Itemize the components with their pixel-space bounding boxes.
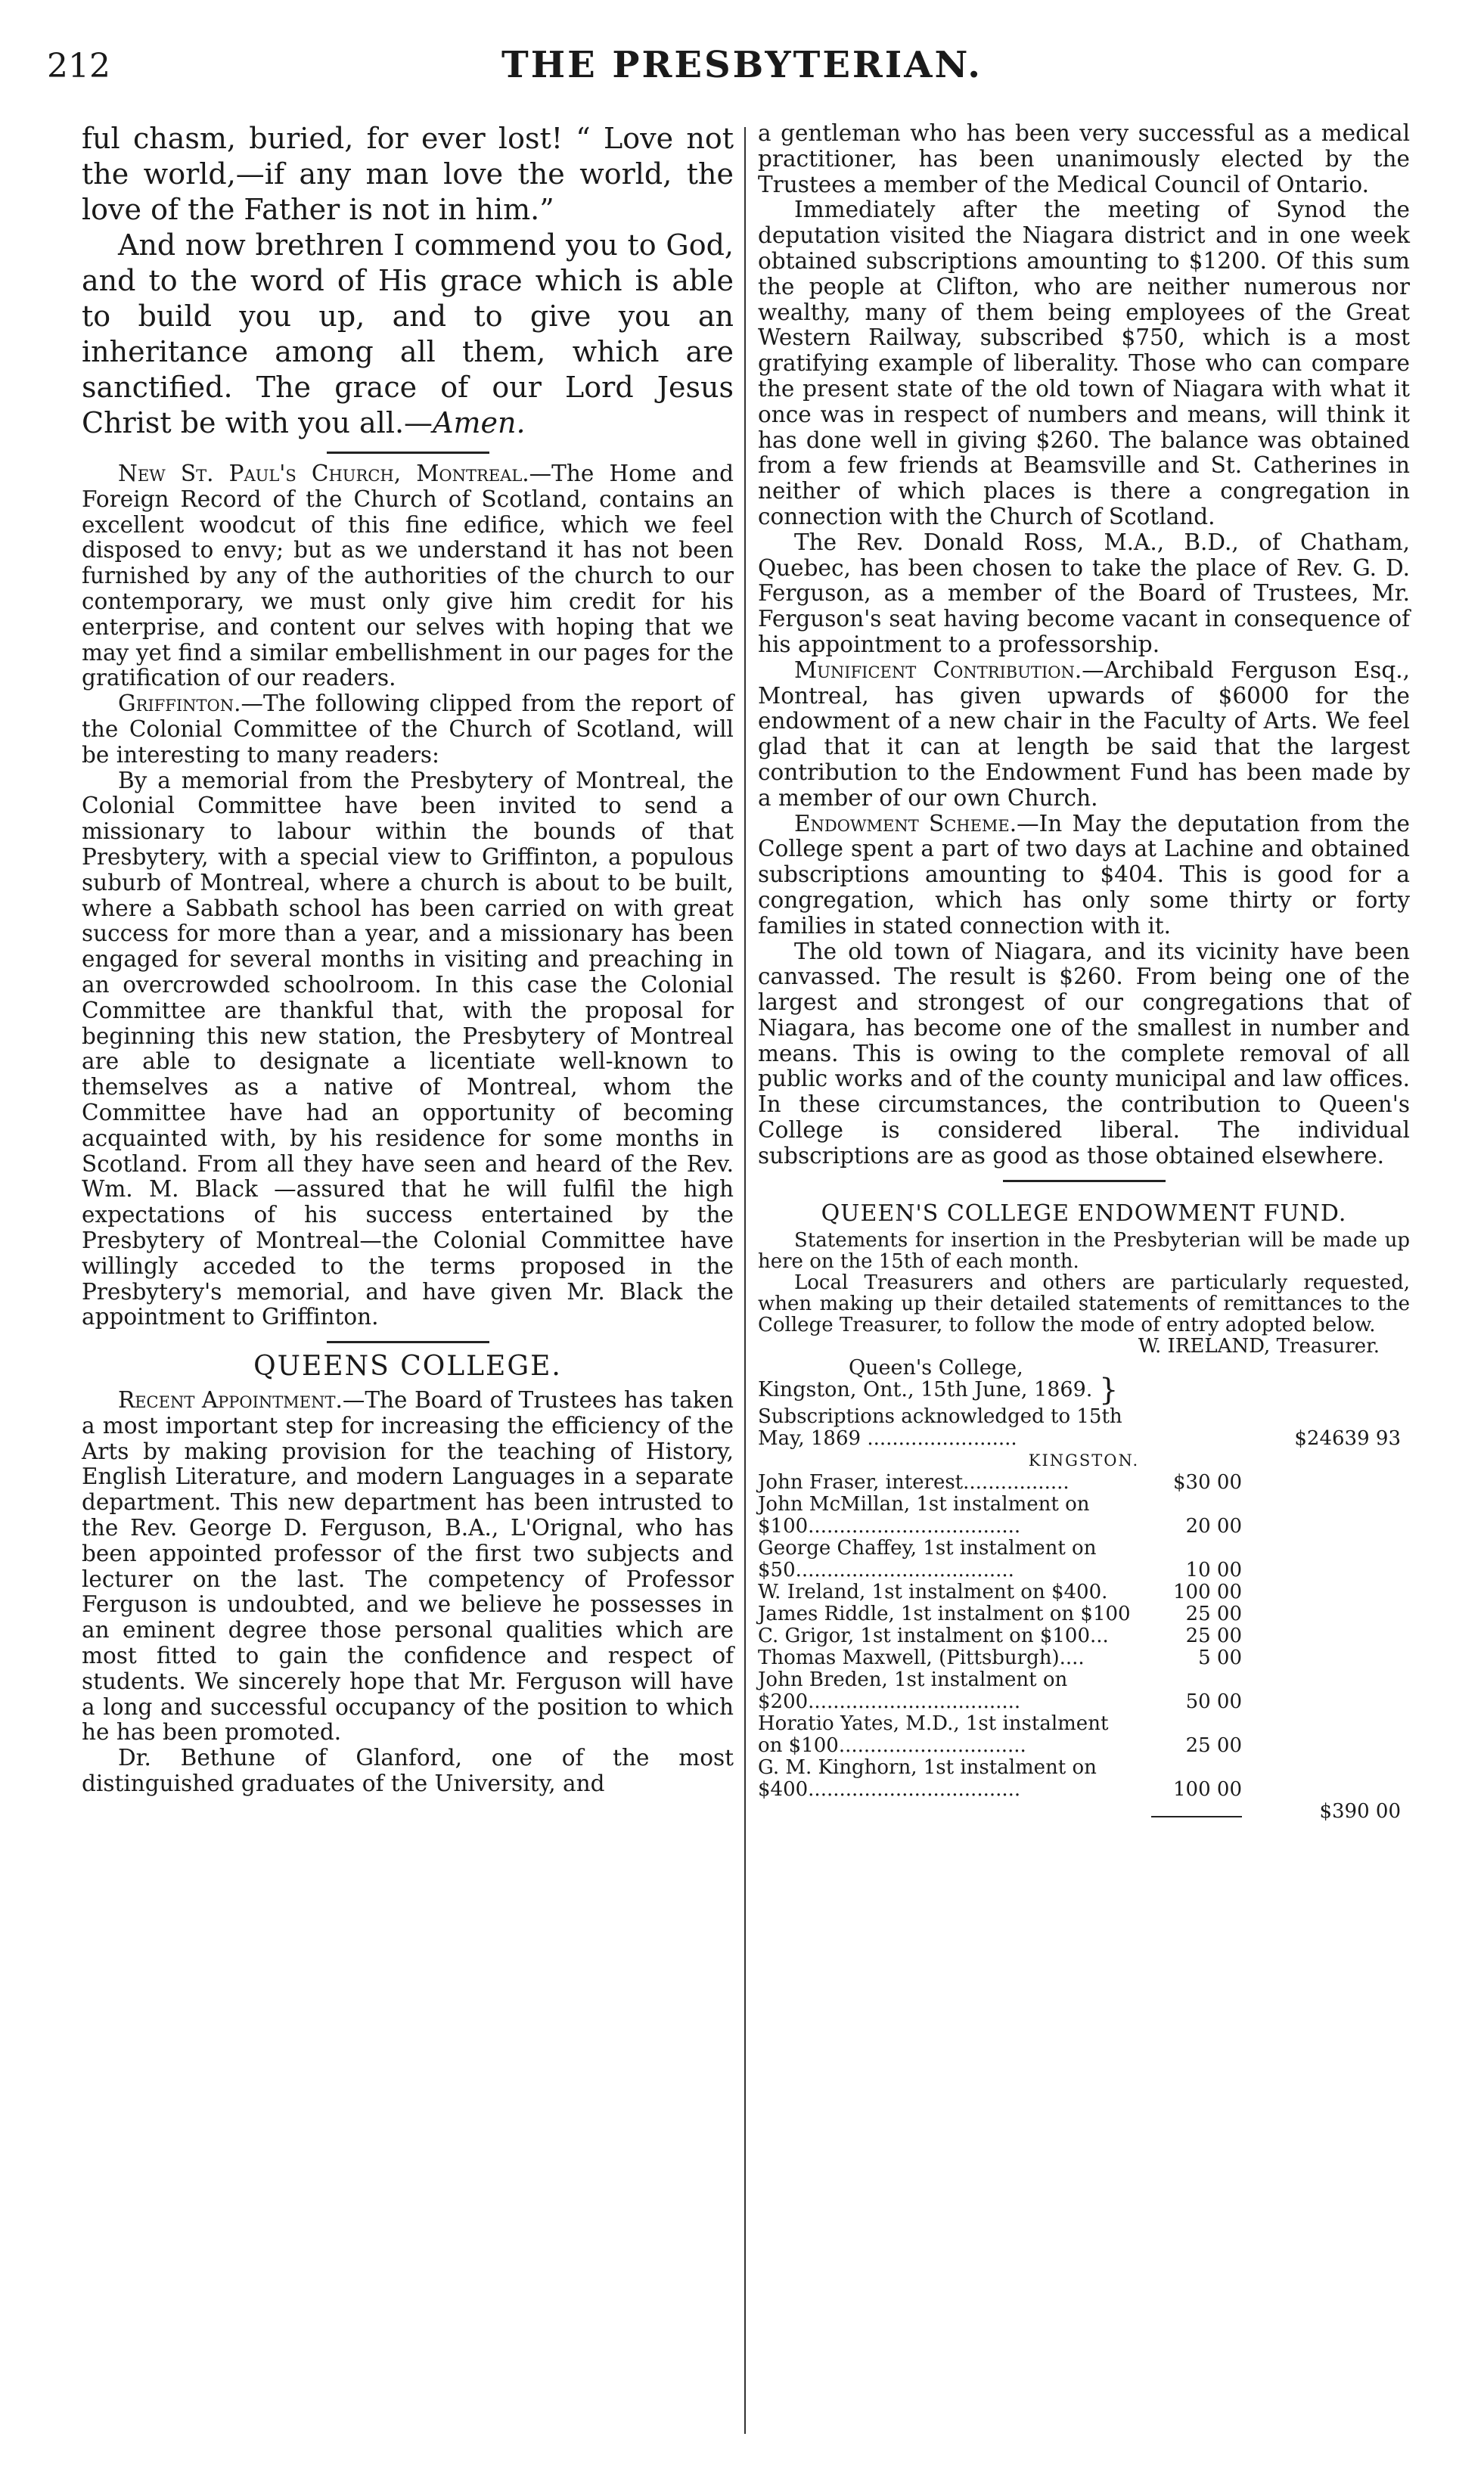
ledger-amount: 100 00 xyxy=(1173,1777,1242,1801)
ledger-text: George Chaffey, 1st instalment on xyxy=(758,1536,1097,1560)
ledger-row xyxy=(758,1713,1410,1735)
ledger-text: Subscriptions acknowledged to 15th xyxy=(758,1405,1122,1428)
ledger-row xyxy=(758,1472,1410,1494)
ross-paragraph: The Rev. Donald Ross, M.A., B.D., of Chatham, Quebec, has been chosen to take the place of Rev. G. D. Ferguson, as a member of the Board of Trustees, Mr. Ferguson's seat having become vacant in consequence of his appointment to a professorship. xyxy=(758,529,1410,657)
ledger-row xyxy=(758,1560,1410,1581)
endowment-text: —In May the deputation from the College spent a part of two days at Lachine and obtained subscriptions amounting to $404. This is good for a congregation, which has only some thirty or forty families in stated connection with it. xyxy=(758,810,1410,939)
ledger-text: May, 1869 ........................ xyxy=(758,1426,1017,1450)
ledger-row xyxy=(758,1691,1410,1713)
ledger-row xyxy=(758,1757,1410,1779)
ledger-text: Thomas Maxwell, (Pittsburgh).... xyxy=(758,1646,1085,1669)
ledger-text: W. Ireland, 1st instalment on $400. xyxy=(758,1580,1108,1603)
ledger-row xyxy=(758,1516,1410,1538)
column-divider xyxy=(744,127,746,2434)
st-paul-paragraph xyxy=(82,461,734,691)
running-head-title: THE PRESBYTERIAN. xyxy=(501,44,983,86)
ledger-amount: 5 00 xyxy=(1198,1646,1242,1669)
ledger-text: James Riddle, 1st instalment on $100 xyxy=(758,1602,1131,1625)
ledger-text: John McMillan, 1st instalment on xyxy=(758,1492,1090,1516)
st-paul-text: —The Home and Foreign Record of the Church of Scotland, contains an excellent woodcut of this fine edifice, which we feel disposed to envy; but as we understand it has not been furnished by any of the authorities of the church to our contemporary, we must only give him credit for his enterprise, and content our selves with hoping that we may yet find a similar embellishment in our pages for the gratification of our readers. xyxy=(82,461,734,691)
memorial-quote: By a memorial from the Presbytery of Montreal, the Colonial Committee have been invited to send a missionary to labour within the bounds of that Presbytery, with a special view to Griffinton, a populous suburb of Montreal, where a church is about to be built, where a Sabbath school has been carried on with great success for more than a year, and a missionary has been engaged for several months in visiting and preaching in an overcrowded schoolroom. In this case the Colonial Committee are thankful that, with the proposal for beginning this new station, the Presbytery of Montreal are able to designate a licentiate well-known to themselves as a native of Montreal, whom the Committee have had an opportunity of becoming acquainted with, by his residence for some months in Scotland. From all they have seen and heard of the Rev. Wm. M. Black —assured that he will fulfil the high expectations of his success entertained by the Presbytery of Montreal—the Colonial Committee have willingly acceded to the terms proposed in the Presbytery's memorial, and have given Mr. Black the appointment to Griffinton. xyxy=(82,767,734,1330)
treasurer-signature: W. IRELAND, Treasurer. xyxy=(1138,1334,1380,1358)
ledger-total-row xyxy=(758,1801,1410,1823)
ledger-row xyxy=(758,1406,1410,1428)
dateline-place-date: Kingston, Ont., 15th June, 1869. xyxy=(758,1377,1093,1401)
ledger-place-heading: KINGSTON. xyxy=(1028,1451,1140,1470)
ledger-text: John Breden, 1st instalment on xyxy=(758,1668,1068,1691)
ledger-text: $100.................................. xyxy=(758,1514,1021,1538)
brace-glyph: } xyxy=(1098,1372,1119,1408)
endowment-lead: Endowment Scheme. xyxy=(794,810,1017,836)
dateline-college: Queen's College, xyxy=(849,1355,1023,1380)
ledger-text: G. M. Kinghorn, 1st instalment on xyxy=(758,1755,1097,1779)
ledger-row xyxy=(758,1428,1410,1450)
ledger-row xyxy=(758,1581,1410,1603)
ledger-text: $50................................... xyxy=(758,1558,1014,1581)
ledger-row xyxy=(758,1647,1410,1669)
recent-appointment-text: —The Board of Trustees has taken a most important step for increasing the efficiency of the Arts by making provision for the teaching of History, English Literature, and modern Languages in a separate department. This new department has been intrusted to the Rev. George D. Ferguson, B.A., L'Orignal, who has been appointed professor of the first two subjects and lecturer on the last. The competency of Professor Ferguson is undoubted, and we believe he possesses in an eminent degree those personal qualities which are most fitted to gain the confidence and respect of students. We sincerely hope that Mr. Ferguson will have a long and successful occupancy of the position to which he has been promoted. xyxy=(82,1387,734,1746)
griffinton-paragraph xyxy=(82,691,734,768)
ledger-amount: 20 00 xyxy=(1185,1514,1242,1538)
ledger-row xyxy=(758,1538,1410,1560)
endowment-paragraph xyxy=(758,812,1410,939)
ledger-grand-total: $390 00 xyxy=(1319,1799,1401,1823)
ledger-row xyxy=(758,1494,1410,1516)
section-rule xyxy=(327,1341,489,1343)
ledger-row xyxy=(758,1625,1410,1647)
niagara-paragraph: The old town of Niagara, and its vicinity have been canvassed. The result is $260. From being one of the largest and strongest of our congregations that of Niagara, has become one of the smallest in number and means. This is owing to the complete removal of all public works and of the county municipal and law offices. In these circumstances, the contribution to Queen's College is considered liberal. The individual subscriptions are as good as those obtained elsewhere. xyxy=(758,938,1410,1169)
ledger-text: $200.................................. xyxy=(758,1690,1021,1713)
ledger-amount: 100 00 xyxy=(1173,1580,1242,1603)
fund-notice: Local Treasurers and others are particularly requested, when making up their detailed statements of remittances to the College Treasurer, to follow the mode of entry adopted below. xyxy=(758,1271,1410,1336)
queens-college-heading: QUEENS COLLEGE. xyxy=(253,1351,562,1383)
sermon-paragraph: ful chasm, buried, for ever lost! “ Love not the world,—if any man love the world, the love of the Father is not in him.” xyxy=(82,122,734,226)
subscription-ledger xyxy=(758,1406,1410,1823)
ledger-row xyxy=(758,1779,1410,1801)
ledger-text: $400.................................. xyxy=(758,1777,1021,1801)
right-column xyxy=(758,121,1410,1823)
ledger-row xyxy=(758,1735,1410,1757)
ledger-amount: $30 00 xyxy=(1173,1470,1242,1494)
endowment-fund-heading: QUEEN'S COLLEGE ENDOWMENT FUND. xyxy=(821,1200,1347,1227)
recent-appointment-lead: Recent Appointment. xyxy=(118,1387,343,1414)
fund-notice: Statements for insertion in the Presbyterian will be made up here on the 15th of each month. xyxy=(758,1228,1410,1273)
griffinton-text: —The following clipped from the report of the Colonial Committee of the Church of Scotland, will be interesting to many readers: xyxy=(82,691,734,768)
ledger-amount: 25 00 xyxy=(1185,1602,1242,1625)
munificent-lead: Munificent Contribution. xyxy=(794,656,1082,683)
bethune-continued: a gentleman who has been very successful as a medical practitioner, has been unanimously elected by the Trustees a member of the Medical Council of Ontario. xyxy=(758,120,1410,197)
recent-appointment-paragraph xyxy=(82,1388,734,1746)
ledger-amount: 25 00 xyxy=(1185,1734,1242,1757)
amen-text: Amen. xyxy=(433,406,526,439)
griffinton-lead: Griffinton. xyxy=(118,691,241,717)
ledger-amount xyxy=(1151,1816,1242,1817)
munificent-text: —Archibald Ferguson Esq., Montreal, has given upwards of $6000 for the endowment of a new chair in the Faculty of Arts. We feel glad that it can at length be said that the largest contribution to the Endowment Fund has been made by a member of our own Church. xyxy=(758,656,1410,811)
ledger-amount: 50 00 xyxy=(1185,1690,1242,1713)
section-rule xyxy=(327,452,489,454)
dateline xyxy=(758,1355,1410,1408)
synod-paragraph: Immediately after the meeting of Synod the deputation visited the Niagara district and in one week obtained subscriptions amounting to $1200. Of this sum the people at Clifton, who are neither numerous nor wealthy, many of them being employees of the Great Western Railway, subscribed $750, which is a most gratifying example of liberality. Those who can compare the present state of the old town of Niagara with what it once was in respect of numbers and means, will think it has done well in giving $260. The balance was obtained from a few friends at Beamsville and St. Catherines in neither of which places is there a congregation in connection with the Church of Scotland. xyxy=(758,197,1410,529)
sermon-closing-text: And now brethren I commend you to God, and to the word of His grace which is able to build you up, and to give you an inheritance among all them, which are sanctified. The grace of our Lord Jesus Christ be with you all.— xyxy=(82,228,734,439)
bethune-paragraph: Dr. Bethune of Glanford, one of the most distinguished graduates of the University, and xyxy=(82,1745,734,1797)
ledger-text: Horatio Yates, M.D., 1st instalment xyxy=(758,1712,1109,1735)
ledger-amount: 10 00 xyxy=(1185,1558,1242,1581)
ledger-row xyxy=(758,1669,1410,1691)
munificent-paragraph xyxy=(758,658,1410,812)
ledger-text: John Fraser, interest................. xyxy=(758,1470,1070,1494)
ledger-row xyxy=(758,1603,1410,1625)
sermon-closing xyxy=(82,228,734,441)
st-paul-lead: New St. Paul's Church, Montreal. xyxy=(118,461,529,486)
left-column xyxy=(82,121,734,1797)
ledger-running-total: $24639 93 xyxy=(1294,1426,1401,1450)
ledger-amount: 25 00 xyxy=(1185,1624,1242,1647)
ledger-text: C. Grigor, 1st instalment on $100... xyxy=(758,1624,1109,1647)
ledger-text: on $100.............................. xyxy=(758,1734,1026,1757)
section-rule xyxy=(1003,1180,1166,1182)
page-number: 212 xyxy=(47,47,110,85)
